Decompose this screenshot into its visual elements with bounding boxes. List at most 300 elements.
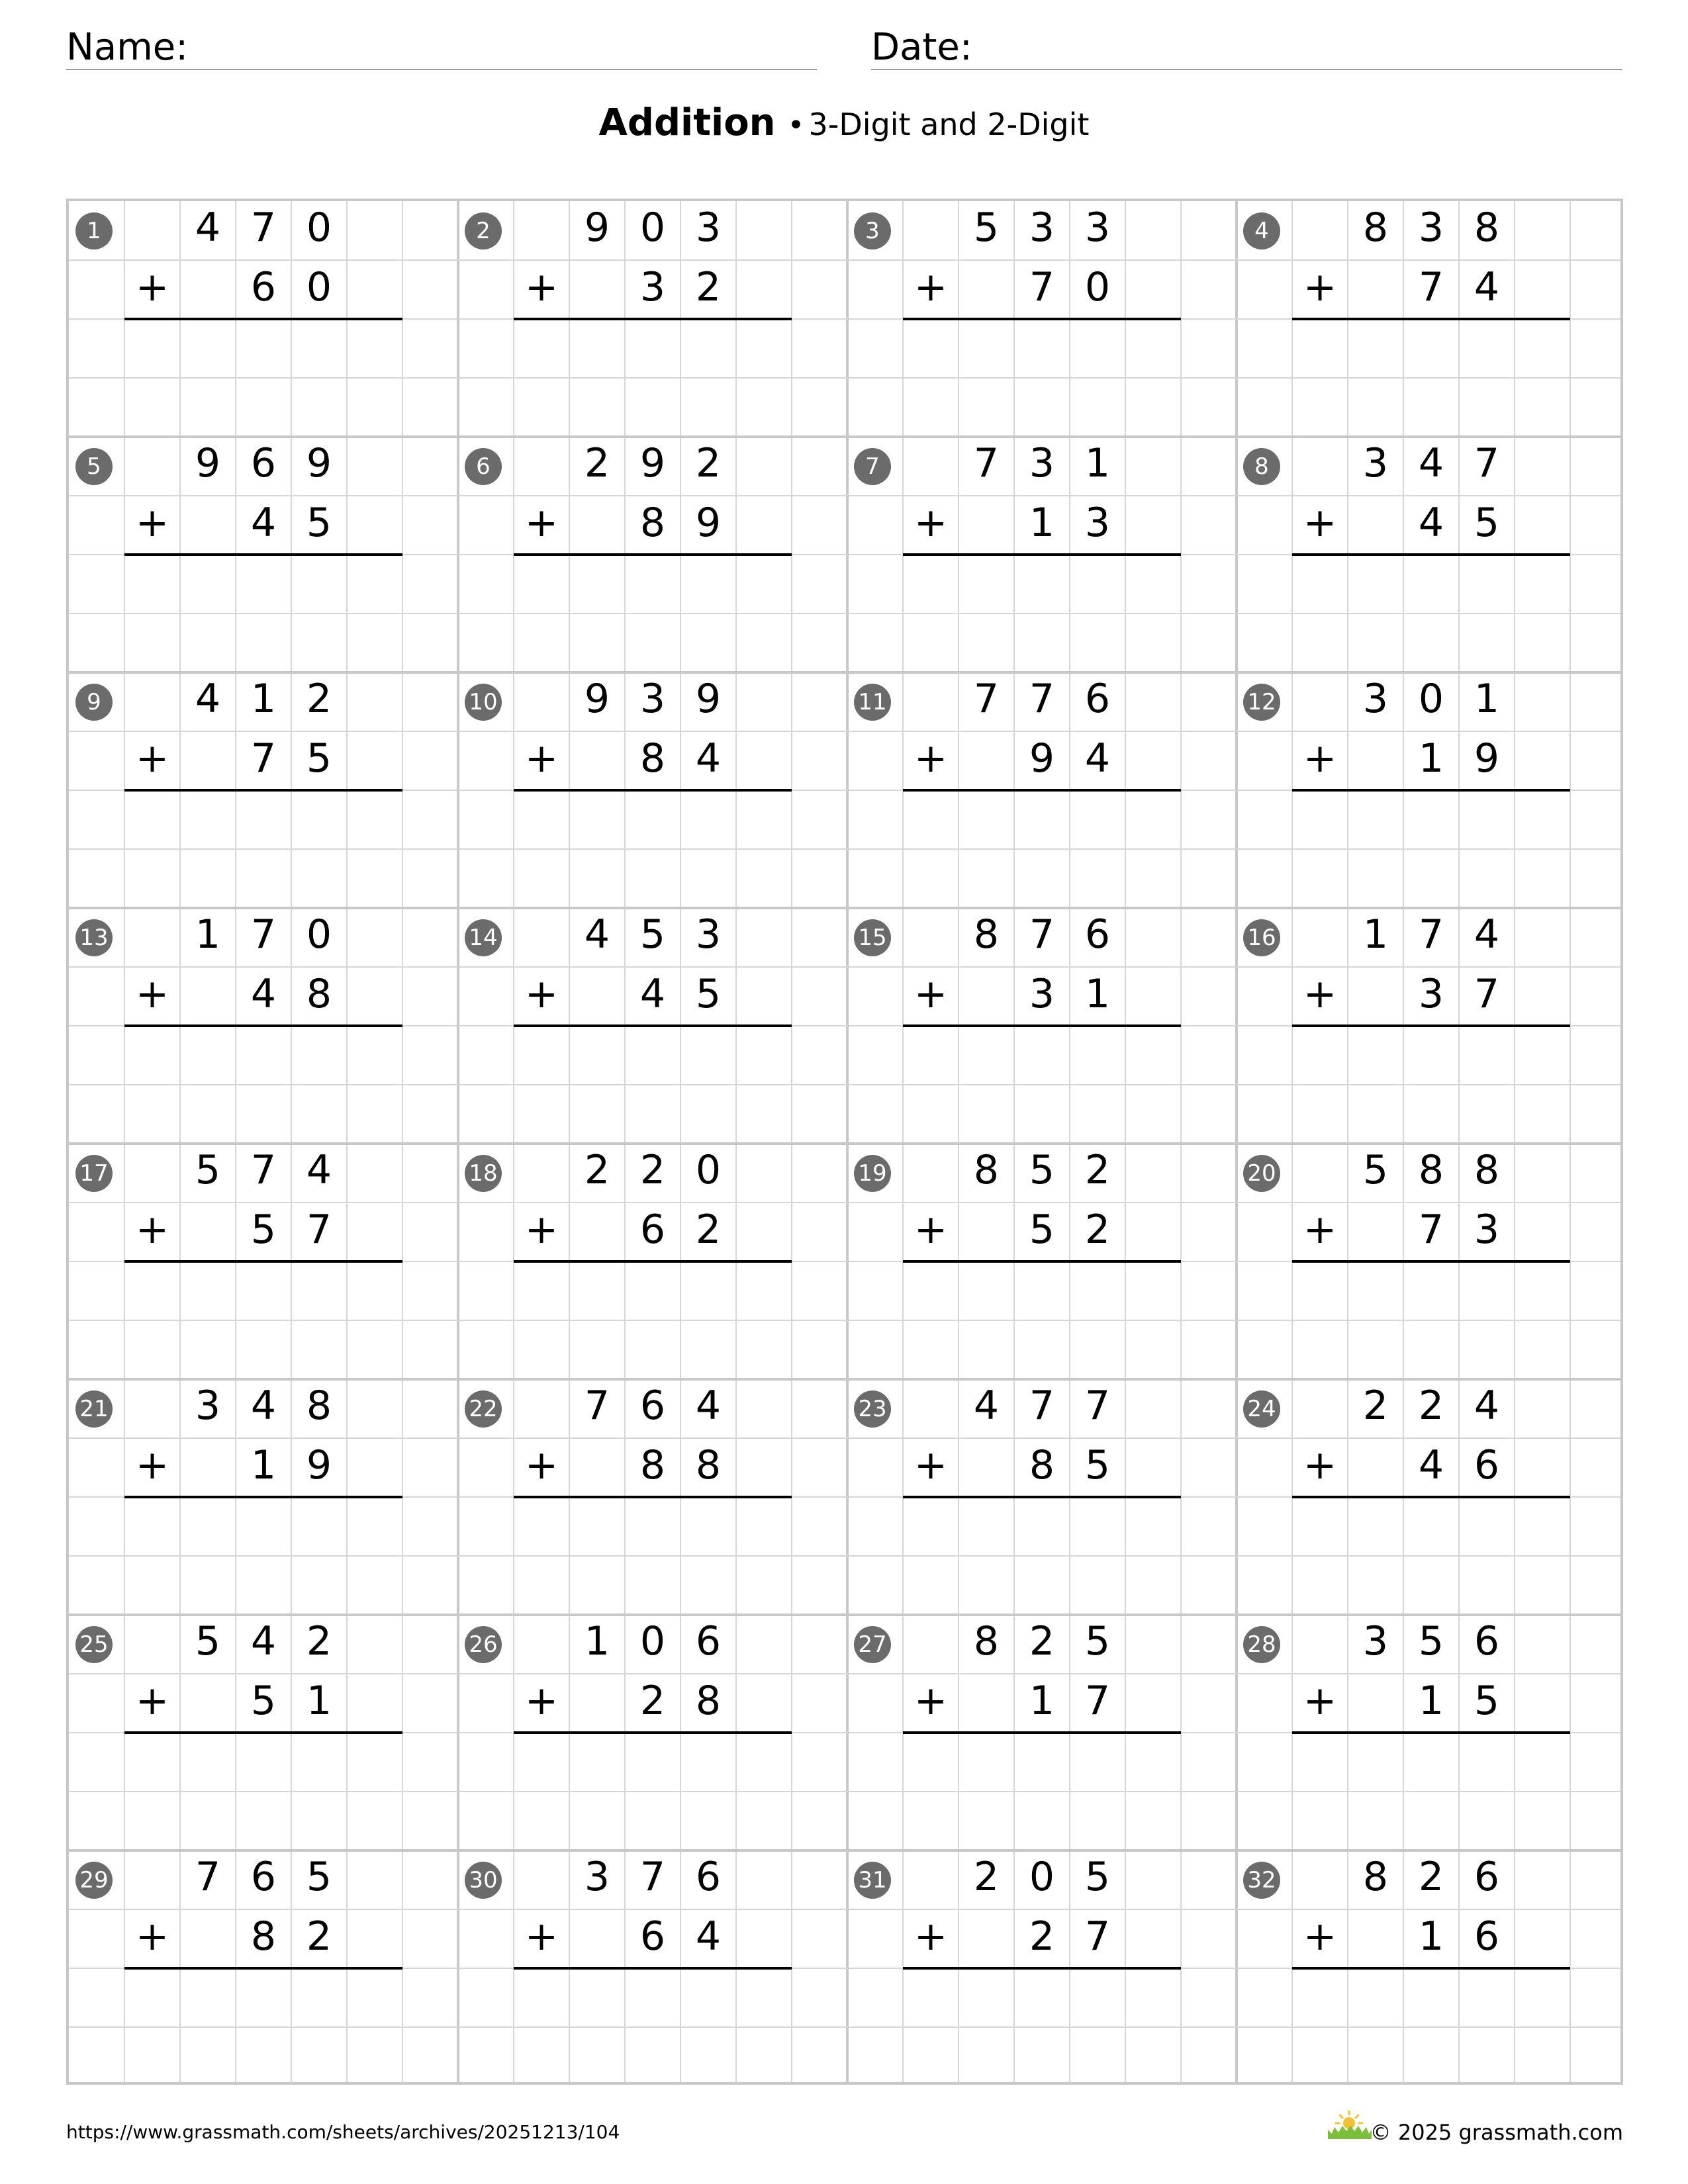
answer-line [124, 318, 402, 320]
bottom-operand-digit: 3 [639, 264, 666, 310]
top-operand-digit: 8 [1474, 205, 1500, 251]
top-operand-digit: 5 [1418, 1618, 1444, 1664]
answer-area[interactable] [514, 322, 792, 434]
problem-9 [69, 672, 458, 908]
bottom-operand-digit: 3 [1029, 971, 1055, 1017]
bottom-operand-digit: 9 [695, 500, 722, 546]
problem-number-badge: 27 [854, 1626, 891, 1663]
answer-line [514, 1496, 792, 1498]
top-operand-digit: 3 [195, 1383, 221, 1429]
answer-line [903, 1260, 1181, 1263]
answer-line [514, 318, 792, 320]
bottom-operand-digit: 1 [306, 1678, 332, 1724]
bottom-operand-digit: 5 [306, 735, 332, 782]
answer-area[interactable] [903, 1735, 1181, 1848]
top-operand-digit: 2 [306, 676, 332, 722]
answer-area[interactable] [903, 1264, 1181, 1377]
problem-23 [847, 1379, 1237, 1615]
problem-14 [458, 908, 847, 1144]
top-operand-digit: 2 [1084, 1147, 1111, 1193]
answer-line [124, 1496, 402, 1498]
bottom-operand-digit: 5 [1084, 1442, 1111, 1488]
top-operand-digit: 8 [1362, 205, 1389, 251]
bottom-operand-digit: 2 [1029, 1913, 1055, 1960]
problem-number-badge: 23 [854, 1390, 891, 1428]
answer-line [903, 789, 1181, 792]
top-operand-digit: 6 [250, 1854, 277, 1900]
top-operand-digit: 5 [306, 1854, 332, 1900]
date-field[interactable] [871, 23, 1622, 70]
top-operand-digit: 3 [1029, 205, 1055, 251]
name-label: Name: [66, 26, 189, 69]
top-operand-digit: 9 [639, 440, 666, 486]
bottom-operand-digit: 8 [1029, 1442, 1055, 1488]
top-operand-digit: 1 [1084, 440, 1111, 486]
problem-11 [847, 672, 1237, 908]
top-operand-digit: 3 [639, 676, 666, 722]
top-operand-digit: 3 [1362, 1618, 1389, 1664]
answer-line [1292, 553, 1570, 556]
answer-line [124, 1260, 402, 1263]
top-operand-digit: 0 [1029, 1854, 1055, 1900]
answer-line [1292, 1260, 1570, 1263]
plus-operator: + [914, 735, 948, 782]
bottom-operand-digit: 1 [1418, 1678, 1444, 1724]
top-operand-digit: 8 [306, 1383, 332, 1429]
answer-area[interactable] [124, 1971, 402, 2083]
problem-27 [847, 1615, 1237, 1850]
grass-icon [1328, 2126, 1372, 2139]
top-operand-digit: 0 [695, 1147, 722, 1193]
top-operand-digit: 4 [1474, 1383, 1500, 1429]
answer-area[interactable] [1292, 1500, 1570, 1612]
bottom-operand-digit: 8 [639, 735, 666, 782]
bottom-operand-digit: 8 [695, 1442, 722, 1488]
problem-28 [1237, 1615, 1626, 1850]
bottom-operand-digit: 1 [1029, 1678, 1055, 1724]
problem-number-badge: 25 [75, 1626, 113, 1663]
top-operand-digit: 5 [1084, 1854, 1111, 1900]
plus-operator: + [914, 1678, 948, 1724]
plus-operator: + [135, 1206, 169, 1253]
date-label: Date: [871, 26, 972, 69]
problem-10 [458, 672, 847, 908]
bottom-operand-digit: 7 [1418, 1206, 1444, 1253]
top-operand-digit: 5 [195, 1147, 221, 1193]
bottom-operand-digit: 7 [1474, 971, 1500, 1017]
top-operand-digit: 3 [1362, 440, 1389, 486]
bottom-operand-digit: 1 [1418, 1913, 1444, 1960]
plus-operator: + [135, 1678, 169, 1724]
plus-operator: + [135, 971, 169, 1017]
top-operand-digit: 4 [695, 1383, 722, 1429]
plus-operator: + [914, 500, 948, 546]
top-operand-digit: 3 [695, 911, 722, 958]
answer-area[interactable] [124, 1500, 402, 1612]
answer-area[interactable] [903, 1028, 1181, 1141]
top-operand-digit: 7 [1029, 676, 1055, 722]
top-operand-digit: 7 [250, 205, 277, 251]
problem-15 [847, 908, 1237, 1144]
top-operand-digit: 1 [1362, 911, 1389, 958]
problem-22 [458, 1379, 847, 1615]
top-operand-digit: 2 [1418, 1854, 1444, 1900]
bottom-operand-digit: 3 [1474, 1206, 1500, 1253]
top-operand-digit: 0 [306, 911, 332, 958]
bottom-operand-digit: 4 [639, 971, 666, 1017]
top-operand-digit: 5 [639, 911, 666, 958]
problem-number-badge: 8 [1243, 448, 1280, 485]
top-operand-digit: 4 [1474, 911, 1500, 958]
answer-line [903, 553, 1181, 556]
plus-operator: + [1303, 1206, 1337, 1253]
answer-line [1292, 1731, 1570, 1734]
top-operand-digit: 4 [250, 1383, 277, 1429]
bottom-operand-digit: 2 [1084, 1206, 1111, 1253]
plus-operator: + [135, 264, 169, 310]
top-operand-digit: 1 [195, 911, 221, 958]
answer-area[interactable] [1292, 1971, 1570, 2083]
problem-13 [69, 908, 458, 1144]
problem-26 [458, 1615, 847, 1850]
top-operand-digit: 4 [973, 1383, 1000, 1429]
problem-number-badge: 16 [1243, 919, 1280, 956]
plus-operator: + [914, 1442, 948, 1488]
answer-area[interactable] [514, 1735, 792, 1848]
bottom-operand-digit: 8 [250, 1913, 277, 1960]
plus-operator: + [1303, 735, 1337, 782]
answer-line [903, 1024, 1181, 1027]
top-operand-digit: 6 [1474, 1854, 1500, 1900]
top-operand-digit: 7 [250, 911, 277, 958]
answer-area[interactable] [514, 1971, 792, 2083]
top-operand-digit: 1 [584, 1618, 610, 1664]
top-operand-digit: 2 [639, 1147, 666, 1193]
answer-area[interactable] [124, 557, 402, 670]
plus-operator: + [524, 1442, 559, 1488]
top-operand-digit: 2 [584, 440, 610, 486]
answer-area[interactable] [514, 793, 792, 905]
top-operand-digit: 7 [973, 676, 1000, 722]
answer-area[interactable] [1292, 1264, 1570, 1377]
answer-line [1292, 1024, 1570, 1027]
bottom-operand-digit: 8 [695, 1678, 722, 1724]
problem-number-badge: 18 [465, 1155, 502, 1192]
top-operand-digit: 4 [250, 1618, 277, 1664]
bottom-operand-digit: 1 [250, 1442, 277, 1488]
answer-area[interactable] [514, 1028, 792, 1141]
answer-line [1292, 318, 1570, 320]
problem-number-badge: 17 [75, 1155, 113, 1192]
answer-area[interactable] [124, 1735, 402, 1848]
plus-operator: + [524, 1913, 559, 1960]
answer-area[interactable] [124, 322, 402, 434]
answer-line [903, 1967, 1181, 1970]
top-operand-digit: 8 [1362, 1854, 1389, 1900]
bottom-operand-digit: 1 [1418, 735, 1444, 782]
top-operand-digit: 5 [1362, 1147, 1389, 1193]
plus-operator: + [135, 500, 169, 546]
answer-area[interactable] [1292, 793, 1570, 905]
answer-area[interactable] [1292, 557, 1570, 670]
problem-number-badge: 5 [75, 448, 113, 485]
title-subtitle: 3-Digit and 2-Digit [808, 107, 1090, 142]
problem-number-badge: 32 [1243, 1862, 1280, 1899]
problem-5 [69, 437, 458, 672]
plus-operator: + [914, 1913, 948, 1960]
bottom-operand-digit: 6 [1474, 1442, 1500, 1488]
top-operand-digit: 6 [695, 1854, 722, 1900]
problem-25 [69, 1615, 458, 1850]
bottom-operand-digit: 5 [306, 500, 332, 546]
top-operand-digit: 2 [1029, 1618, 1055, 1664]
bottom-operand-digit: 4 [1418, 500, 1444, 546]
plus-operator: + [1303, 264, 1337, 310]
problem-number-badge: 6 [465, 448, 502, 485]
top-operand-digit: 6 [639, 1383, 666, 1429]
bottom-operand-digit: 4 [1418, 1442, 1444, 1488]
answer-line [514, 553, 792, 556]
bottom-operand-digit: 4 [1474, 264, 1500, 310]
bottom-operand-digit: 2 [695, 1206, 722, 1253]
problem-number-badge: 22 [465, 1390, 502, 1428]
problem-29 [69, 1850, 458, 2086]
bottom-operand-digit: 7 [1084, 1678, 1111, 1724]
answer-line [903, 1731, 1181, 1734]
top-operand-digit: 3 [1362, 676, 1389, 722]
problem-number-badge: 12 [1243, 684, 1280, 721]
answer-line [124, 1024, 402, 1027]
problem-31 [847, 1850, 1237, 2086]
problem-number-badge: 13 [75, 919, 113, 956]
bottom-operand-digit: 4 [695, 1913, 722, 1960]
problem-grid [66, 199, 1623, 2085]
bottom-operand-digit: 4 [1084, 735, 1111, 782]
problem-number-badge: 7 [854, 448, 891, 485]
answer-area[interactable] [903, 557, 1181, 670]
problem-8 [1237, 437, 1626, 672]
answer-area[interactable] [124, 793, 402, 905]
problem-number-badge: 3 [854, 212, 891, 250]
top-operand-digit: 1 [250, 676, 277, 722]
bottom-operand-digit: 9 [1474, 735, 1500, 782]
answer-line [514, 1967, 792, 1970]
bottom-operand-digit: 9 [306, 1442, 332, 1488]
bottom-operand-digit: 0 [306, 264, 332, 310]
problem-number-badge: 9 [75, 684, 113, 721]
bottom-operand-digit: 5 [250, 1678, 277, 1724]
top-operand-digit: 8 [1418, 1147, 1444, 1193]
answer-line [514, 789, 792, 792]
top-operand-digit: 3 [584, 1854, 610, 1900]
bottom-operand-digit: 1 [1029, 500, 1055, 546]
bottom-operand-digit: 7 [1418, 264, 1444, 310]
problem-3 [847, 201, 1237, 437]
bottom-operand-digit: 6 [250, 264, 277, 310]
answer-line [514, 1731, 792, 1734]
answer-area[interactable] [1292, 1735, 1570, 1848]
top-operand-digit: 0 [639, 1618, 666, 1664]
worksheet-title [0, 101, 1688, 144]
plus-operator: + [1303, 1913, 1337, 1960]
bottom-operand-digit: 7 [306, 1206, 332, 1253]
plus-operator: + [524, 971, 559, 1017]
plus-operator: + [1303, 1442, 1337, 1488]
top-operand-digit: 7 [639, 1854, 666, 1900]
problem-19 [847, 1144, 1237, 1379]
problem-number-badge: 1 [75, 212, 113, 250]
bottom-operand-digit: 6 [639, 1206, 666, 1253]
plus-operator: + [914, 1206, 948, 1253]
problem-6 [458, 437, 847, 672]
top-operand-digit: 7 [973, 440, 1000, 486]
top-operand-digit: 7 [1418, 911, 1444, 958]
problem-18 [458, 1144, 847, 1379]
problem-17 [69, 1144, 458, 1379]
answer-line [1292, 1967, 1570, 1970]
top-operand-digit: 4 [195, 205, 221, 251]
top-operand-digit: 1 [1474, 676, 1500, 722]
top-operand-digit: 3 [695, 205, 722, 251]
bottom-operand-digit: 2 [695, 264, 722, 310]
plus-operator: + [524, 1678, 559, 1724]
problem-number-badge: 11 [854, 684, 891, 721]
top-operand-digit: 0 [306, 205, 332, 251]
title-separator: • [787, 109, 805, 142]
title-main: Addition [598, 101, 776, 144]
plus-operator: + [1303, 971, 1337, 1017]
name-field[interactable] [66, 23, 817, 70]
plus-operator: + [524, 1206, 559, 1253]
plus-operator: + [524, 735, 559, 782]
problem-24 [1237, 1379, 1626, 1615]
plus-operator: + [135, 1913, 169, 1960]
top-operand-digit: 6 [1084, 911, 1111, 958]
top-operand-digit: 6 [1474, 1618, 1500, 1664]
problem-20 [1237, 1144, 1626, 1379]
answer-line [124, 1967, 402, 1970]
top-operand-digit: 7 [195, 1854, 221, 1900]
bottom-operand-digit: 6 [639, 1913, 666, 1960]
bottom-operand-digit: 2 [639, 1678, 666, 1724]
answer-line [124, 789, 402, 792]
problem-12 [1237, 672, 1626, 908]
top-operand-digit: 9 [584, 676, 610, 722]
top-operand-digit: 6 [1084, 676, 1111, 722]
bottom-operand-digit: 4 [250, 971, 277, 1017]
top-operand-digit: 5 [195, 1618, 221, 1664]
grass-sun-logo-icon [1325, 2109, 1373, 2140]
answer-area[interactable] [124, 1028, 402, 1141]
top-operand-digit: 5 [1029, 1147, 1055, 1193]
bottom-operand-digit: 7 [1029, 264, 1055, 310]
plus-operator: + [1303, 500, 1337, 546]
bottom-operand-digit: 7 [250, 735, 277, 782]
top-operand-digit: 9 [695, 676, 722, 722]
answer-area[interactable] [124, 1264, 402, 1377]
answer-area[interactable] [514, 557, 792, 670]
top-operand-digit: 4 [195, 676, 221, 722]
top-operand-digit: 8 [973, 1618, 1000, 1664]
top-operand-digit: 4 [1418, 440, 1444, 486]
answer-line [124, 1731, 402, 1734]
answer-line [903, 1496, 1181, 1498]
top-operand-digit: 9 [195, 440, 221, 486]
top-operand-digit: 7 [1029, 911, 1055, 958]
bottom-operand-digit: 0 [1084, 264, 1111, 310]
bottom-operand-digit: 4 [250, 500, 277, 546]
problem-number-badge: 26 [465, 1626, 502, 1663]
top-operand-digit: 8 [973, 911, 1000, 958]
problem-number-badge: 29 [75, 1862, 113, 1899]
top-operand-digit: 2 [306, 1618, 332, 1664]
problem-number-badge: 28 [1243, 1626, 1280, 1663]
answer-area[interactable] [903, 1971, 1181, 2083]
answer-line [514, 1024, 792, 1027]
answer-line [1292, 1496, 1570, 1498]
answer-area[interactable] [514, 1500, 792, 1612]
bottom-operand-digit: 5 [695, 971, 722, 1017]
problem-2 [458, 201, 847, 437]
bottom-operand-digit: 3 [1418, 971, 1444, 1017]
bottom-operand-digit: 3 [1084, 500, 1111, 546]
top-operand-digit: 2 [973, 1854, 1000, 1900]
top-operand-digit: 6 [250, 440, 277, 486]
problem-number-badge: 4 [1243, 212, 1280, 250]
answer-area[interactable] [903, 322, 1181, 434]
plus-operator: + [914, 264, 948, 310]
bottom-operand-digit: 7 [1084, 1913, 1111, 1960]
problem-1 [69, 201, 458, 437]
top-operand-digit: 5 [1084, 1618, 1111, 1664]
problem-number-badge: 24 [1243, 1390, 1280, 1428]
problem-30 [458, 1850, 847, 2086]
top-operand-digit: 7 [1029, 1383, 1055, 1429]
answer-area[interactable] [514, 1264, 792, 1377]
plus-operator: + [135, 735, 169, 782]
problem-32 [1237, 1850, 1626, 2086]
plus-operator: + [914, 971, 948, 1017]
answer-area[interactable] [1292, 1028, 1570, 1141]
top-operand-digit: 7 [1084, 1383, 1111, 1429]
top-operand-digit: 2 [695, 440, 722, 486]
top-operand-digit: 0 [639, 205, 666, 251]
answer-area[interactable] [1292, 322, 1570, 434]
plus-operator: + [524, 500, 559, 546]
problem-7 [847, 437, 1237, 672]
top-operand-digit: 9 [584, 205, 610, 251]
top-operand-digit: 3 [1029, 440, 1055, 486]
problem-16 [1237, 908, 1626, 1144]
problem-number-badge: 21 [75, 1390, 113, 1428]
answer-area[interactable] [903, 793, 1181, 905]
answer-line [903, 318, 1181, 320]
answer-line [1292, 789, 1570, 792]
top-operand-digit: 7 [584, 1383, 610, 1429]
bottom-operand-digit: 4 [695, 735, 722, 782]
footer-url: https://www.grassmath.com/sheets/archives/20251213/104 [66, 2121, 620, 2143]
plus-operator: + [135, 1442, 169, 1488]
top-operand-digit: 7 [250, 1147, 277, 1193]
answer-area[interactable] [903, 1500, 1181, 1612]
bottom-operand-digit: 5 [1474, 1678, 1500, 1724]
problem-number-badge: 30 [465, 1862, 502, 1899]
top-operand-digit: 2 [1362, 1383, 1389, 1429]
problem-number-badge: 15 [854, 919, 891, 956]
top-operand-digit: 4 [306, 1147, 332, 1193]
bottom-operand-digit: 8 [306, 971, 332, 1017]
bottom-operand-digit: 5 [1474, 500, 1500, 546]
